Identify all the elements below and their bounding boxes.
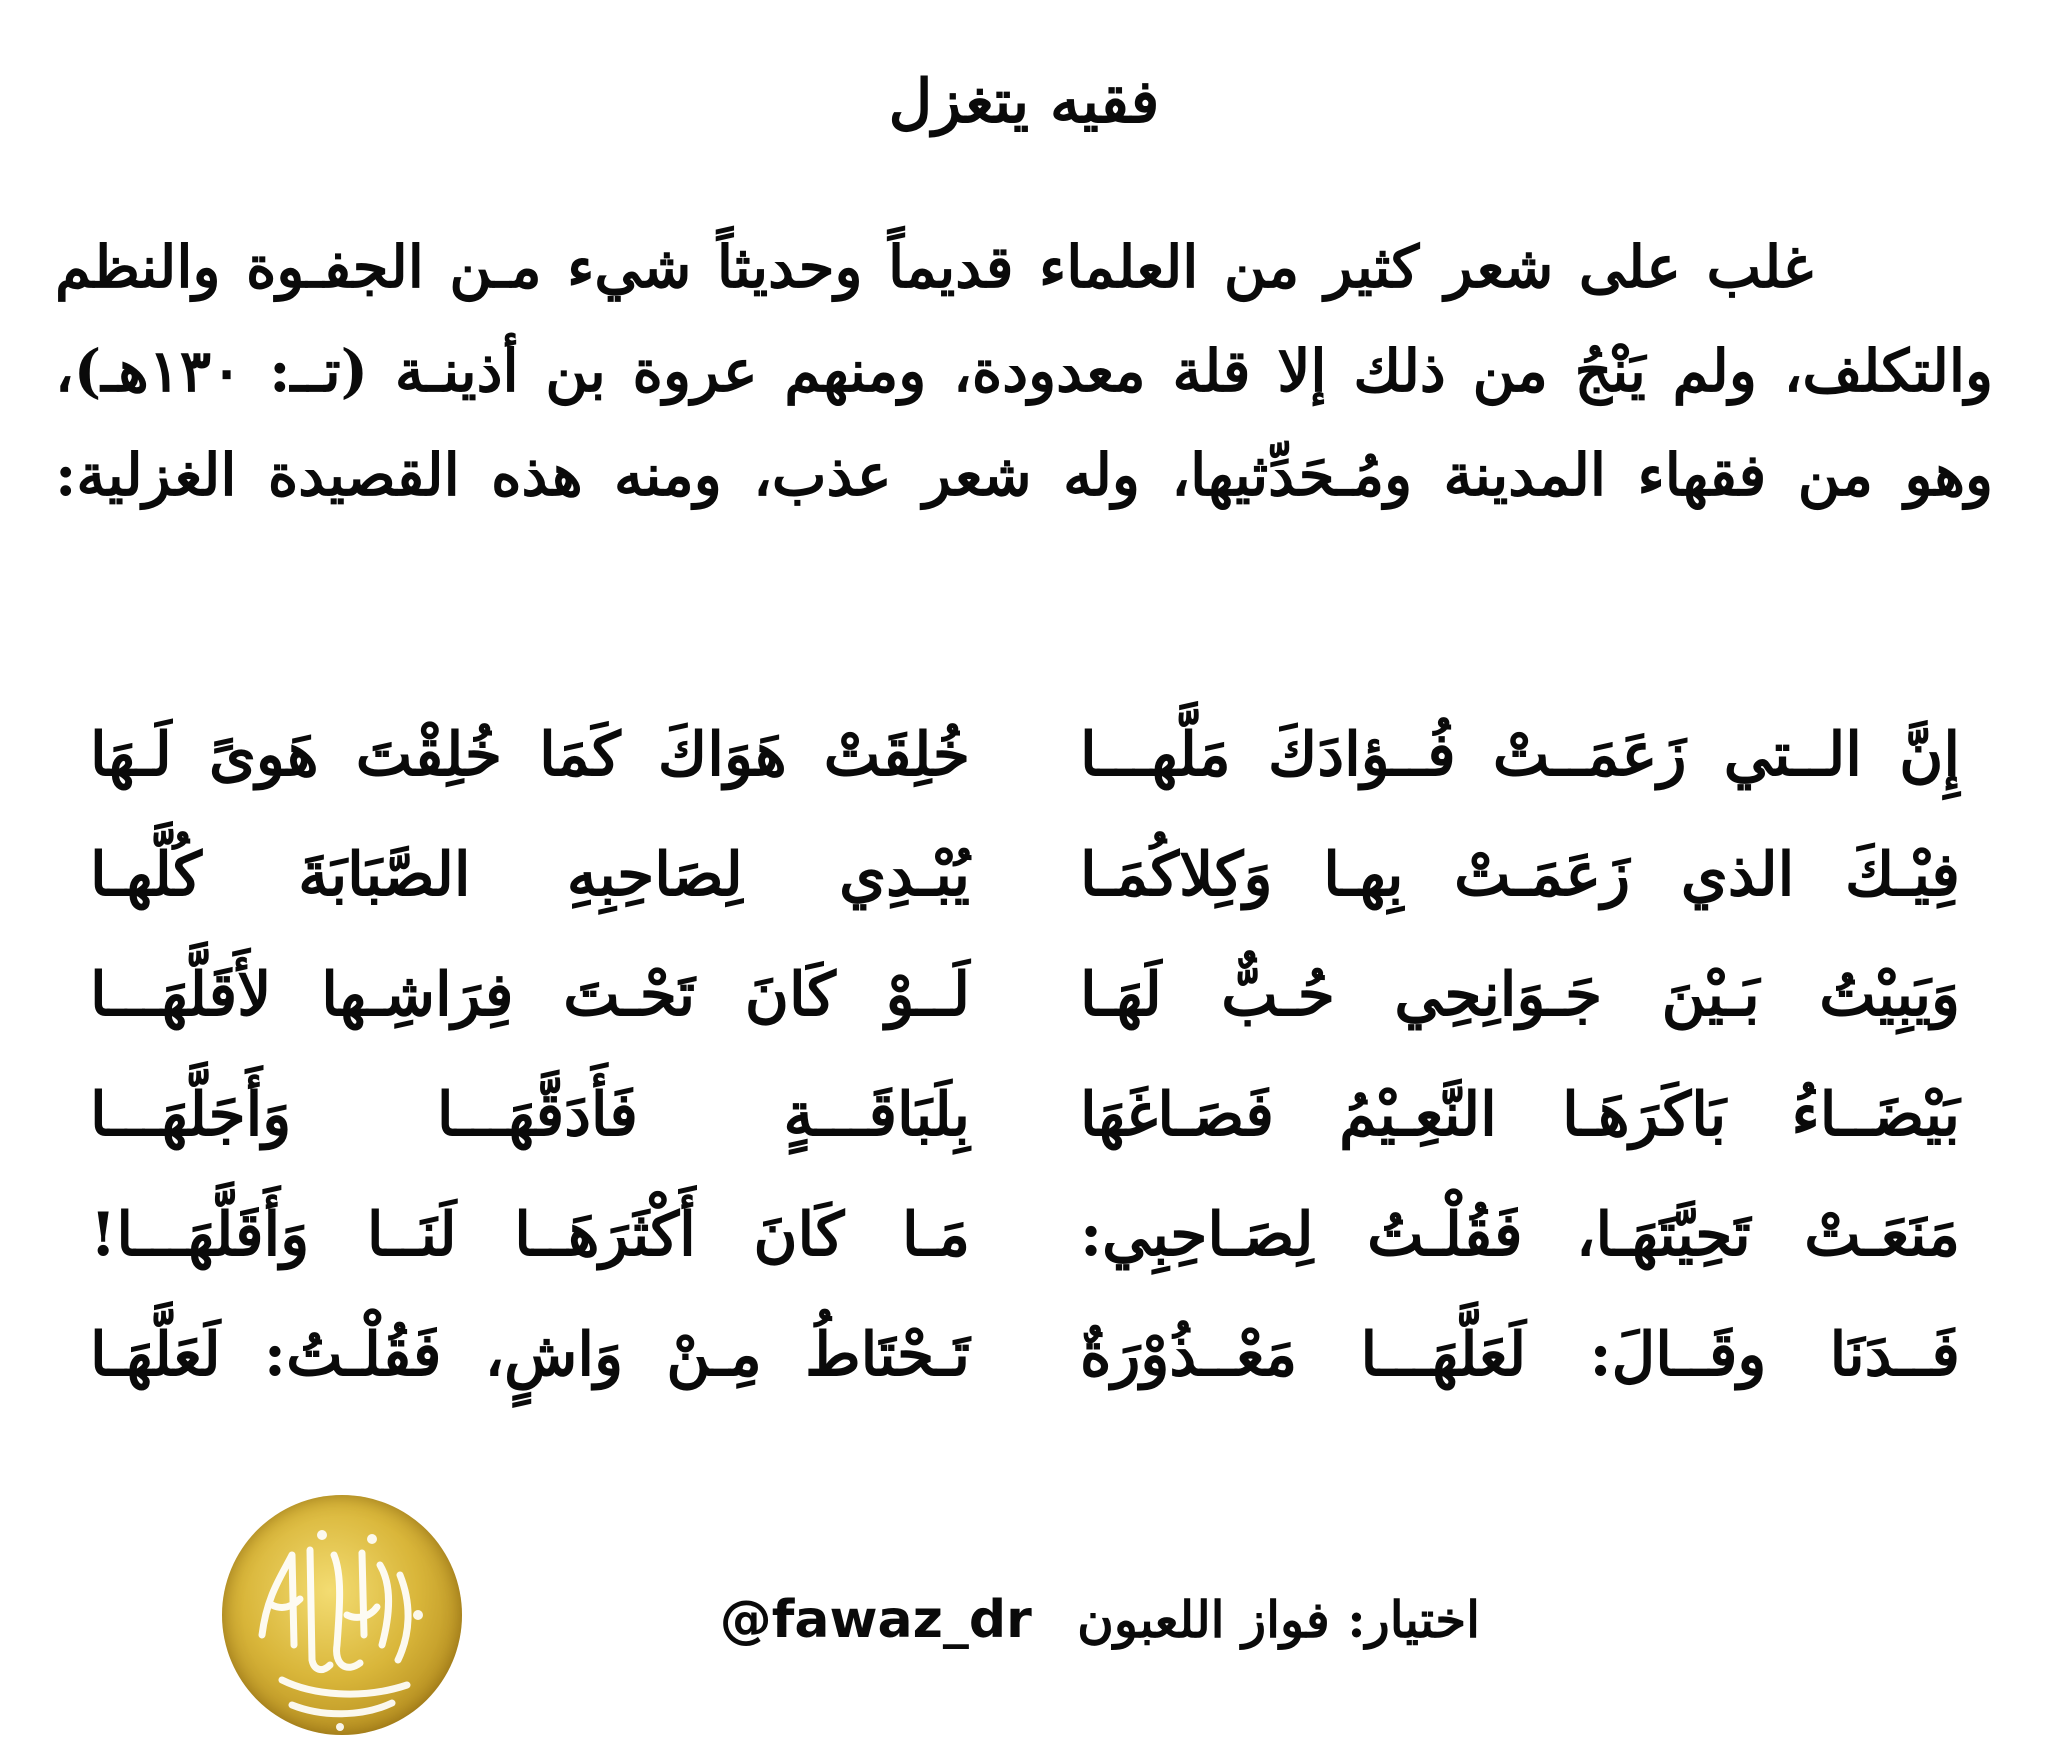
intro-line-2: والتكلف، ولم يَنْجُ من ذلك إلا قلة معدودة، ومنهم عروة بن أذينـة (تــ: ١٣٠هـ)، xyxy=(55,337,1993,405)
poem-verse-5 xyxy=(90,1175,1960,1295)
verse-4-first-hemistich: بَيْضَــاءُ بَاكَرَهَـا النَّعِـيْمُ فَصَـاغَهَا xyxy=(1080,1080,1960,1150)
credit-name: فواز اللعبون xyxy=(1077,1590,1330,1649)
credit-line xyxy=(630,1585,1480,1655)
poem-verse-1 xyxy=(90,695,1960,815)
poem-verse-2 xyxy=(90,815,1960,935)
page-title: فقيه يتغزل xyxy=(888,67,1160,137)
calligraphy-seal xyxy=(222,1495,462,1735)
verse-4-second-hemistich: بِلَبَاقَـــةٍ فَأَدَقَّهَـــا وَأَجَلَّهَـــا xyxy=(90,1080,970,1150)
verse-6-second-hemistich: تَـحْتَاطُ مِـنْ وَاشٍ، فَقُلْـتُ: لَعَلَّهَـا xyxy=(90,1320,970,1390)
credit-label: اختيار: xyxy=(1347,1590,1480,1649)
intro-line-1: غلب على شعر كثير من العلماء قديماً وحديثاً شيء مـن الجفـوة والنظم xyxy=(55,233,1813,301)
poem-verse-3 xyxy=(90,935,1960,1055)
verse-6-first-hemistich: فَــدَنَا وقَــالَ: لَعَلَّهَـــا مَعْــذُوْرَةٌ xyxy=(1080,1320,1960,1390)
verse-3-second-hemistich: لَــوْ كَانَ تَحْـتَ فِرَاشِـها لأَقَلَّهَـــا xyxy=(90,960,970,1030)
verse-2-first-hemistich: فِيْـكَ الذي زَعَمَـتْ بِهـا وَكِلاكُمَـا xyxy=(1080,840,1960,910)
poem-verse-6 xyxy=(90,1295,1960,1415)
poem xyxy=(90,695,1960,1415)
poem-verse-4 xyxy=(90,1055,1960,1175)
verse-1-second-hemistich: خُلِقَتْ هَوَاكَ كَمَا خُلِقْتَ هَوىً لَـهَا xyxy=(90,720,970,790)
verse-5-first-hemistich: مَنَعَـتْ تَحِيَّتَهَـا، فَقُلْـتُ لِصَـاحِبِي: xyxy=(1080,1200,1960,1270)
twitter-handle: @fawaz_dr xyxy=(719,1590,1032,1650)
seal-calligraphy-icon xyxy=(222,1495,462,1735)
intro-line-3: وهو من فقهاء المدينة ومُـحَدِّثيها، وله شعر عذب، ومنه هذه القصيدة الغزلية: xyxy=(55,441,1993,509)
verse-2-second-hemistich: يُبْـدِي لِصَاحِبِهِ الصَّبَابَةَ كُلَّهـا xyxy=(90,840,970,910)
intro-paragraph xyxy=(55,215,1993,527)
verse-1-first-hemistich: إِنَّ الــتي زَعَمَــتْ فُــؤادَكَ مَلَّهـــا xyxy=(1080,720,1960,790)
verse-3-first-hemistich: وَيَبِيْتُ بَـيْنَ جَـوَانِحِي حُـبٌّ لَهَـا xyxy=(1080,960,1960,1030)
verse-5-second-hemistich: مَـا كَانَ أَكْثَرَهَــا لَنَــا وَأَقَلَّهَـــا! xyxy=(90,1200,970,1270)
